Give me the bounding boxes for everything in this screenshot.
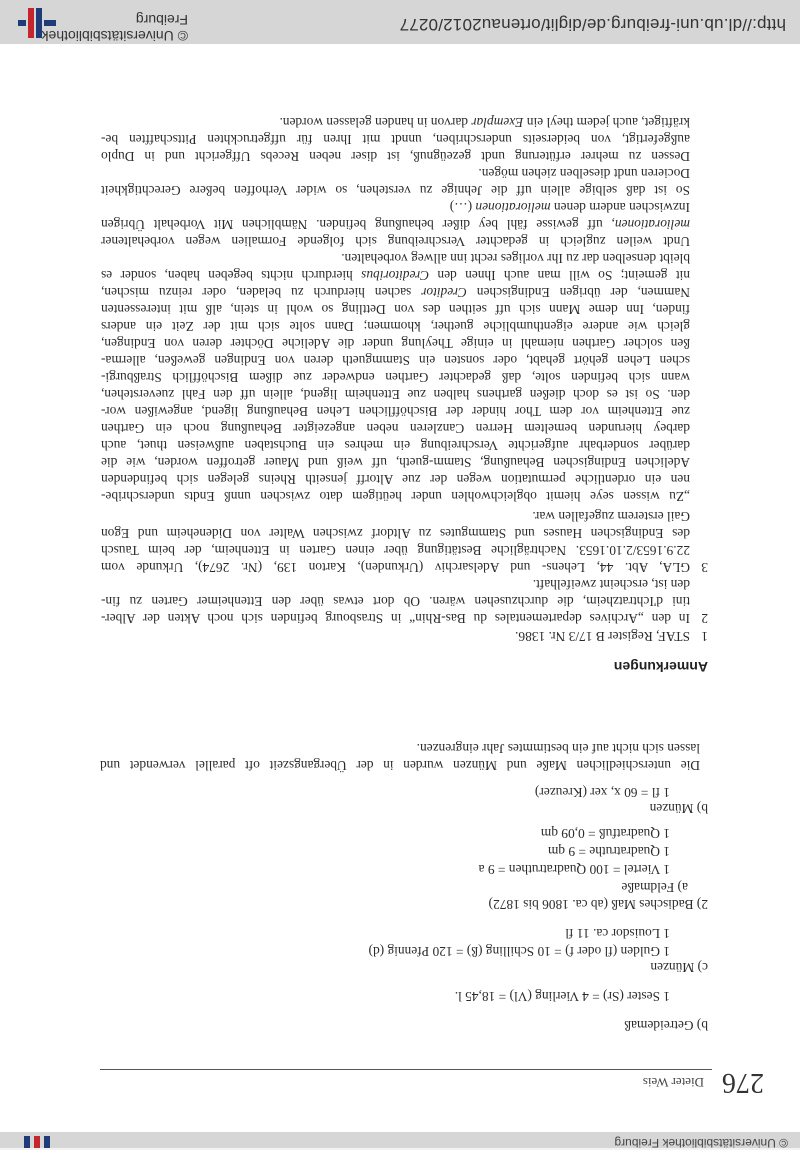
page-number: 276 — [722, 1067, 764, 1098]
quote-line: So ist daß selbige allein uff die Jehnige zu verstehen, so wider Verhoffen beßere Gerechtigkheit — [101, 183, 690, 198]
quote-line: zue Ettenheim vor dem Thor hinder der Bischöfflichen Lehen Behaußung ligend, angewißen wor- — [101, 404, 690, 419]
quote-line: ßen solcher Garthen niemahl in einige Theylung under die Adeliche Döchter deren von Endingen, — [101, 336, 690, 351]
copyright-top: © Universitätsbibliothek Freiburg — [614, 1136, 788, 1150]
footnote-text: In den „Archives departementales du Bas-Rhin“ in Strasbourg befinden sich noch Akten der Alber- — [101, 611, 690, 626]
measure-heading: b) Getreidemaß — [624, 1018, 708, 1033]
quote-line — [450, 199, 690, 216]
footnote-text: des Endingischen Hauses und Stammgutes zu Altdorf zwischen Walter von Dideneheim und Egon — [101, 526, 690, 541]
quote-text: Inzwischen andern denen — [550, 200, 690, 215]
quote-line — [101, 216, 690, 233]
measure-line: 1 Sester (Sr) = 4 Vierling (Vl) = 18,45 l. — [454, 989, 670, 1004]
viewer-top-band — [0, 1132, 800, 1148]
university-logo-icon — [20, 8, 56, 38]
footnote-number: 3 — [701, 560, 708, 575]
copyright-notice: © Universitätsbibliothek Freiburg — [41, 12, 188, 44]
measure-line: 1 Viertel = 100 Quadratruthen = 9 a — [478, 862, 670, 877]
measure-line: 1 fl = 60 x, xer (Kreuzer) — [534, 785, 670, 800]
quote-italic: Creditor — [421, 285, 467, 300]
quote-italic: Exemplar — [471, 115, 524, 130]
quote-text: kräftiget, auch jedem theyl ein — [523, 115, 690, 130]
measure-heading: c) Münzen — [650, 960, 708, 975]
measure-note: lassen sich nicht auf ein bestimmtes Jahr eingrenzen. — [416, 741, 700, 756]
quote-line: bleibt denselben dar zu Ihr vorliges recht inn allweg vorbehalten. — [341, 251, 690, 266]
quote-text: nit gemeint; So will man auch Ihnen den — [429, 268, 690, 283]
footnote-number: 1 — [701, 629, 708, 644]
quote-line: darüber sonderbahr aufgerichte Verschreibung ein mehres ein Buchstaben außweisen thuet, auch — [101, 438, 690, 453]
footnote-text: 22.9.1653/2.10.1653. Nachträgliche Bestätigung über einen Garten in Ettenheim, der beim Tausch — [101, 543, 690, 558]
measure-line: 1 Gulden (fl oder f) = 10 Schilling (ß) = 120 Pfennig (d) — [368, 944, 670, 959]
quote-line — [101, 284, 690, 301]
quote-text: , uff gewisse fähl bey dißer behaußung befinden. Nämblichen Mit Vorbehalt Übrigen — [101, 217, 615, 232]
measure-heading: a) Feldmaße — [621, 880, 688, 895]
quote-italic: Creditoribus — [361, 268, 430, 283]
author-name: Dieter Weis — [642, 1075, 704, 1090]
footnote-text: STAF, Register B 17/3 Nr. 1386. — [515, 629, 690, 644]
quote-italic: meliorationen — [614, 217, 690, 232]
quote-line: „Zu wissen seye hiemit obgleichwohlen under heütigem dato zwischen unnß Endts underschribe- — [101, 489, 690, 504]
quote-line: darbey hierunden bemeltem Herren Canzleren neben angezeigter Behaußung noch ein Garthen — [101, 421, 690, 436]
quote-text: (…) — [449, 200, 476, 215]
quote-line: schen Lehen gehört gehabt, oder sonsten ein Stammgueth deren von Endingen geweßen, allerma- — [101, 353, 690, 368]
running-head — [104, 1058, 764, 1098]
measure-heading: b) Münzen — [649, 801, 708, 816]
quote-line: den. So ist es doch dießen garthens halben zue Ettenheim ligend, allein uff den Fahl zueverstehen, — [101, 387, 690, 402]
quote-text: darvon in handen gelassen worden. — [279, 115, 472, 130]
quote-italic: meliorationen — [475, 200, 551, 215]
quote-line: Docieren undt dieselben ziehen mögen. — [478, 166, 690, 181]
quote-line: gleich wie andere eigenthumbliche guether, khommen; Dann solte sich mit der Zeit ein anders — [101, 319, 690, 334]
quote-line: außgefertigt, von beiderseits underschriben, unndt mit Ihren für uffgetruckhten Pittschafften be- — [101, 132, 690, 147]
footnote-number: 2 — [701, 611, 708, 626]
viewer-bottom-band — [0, 0, 800, 44]
footnote-text: GLA, Abt. 44, Lehens- und Adelsarchiv (Urkunden), Karton 139, (Nr. 2674), Urkunde vom — [101, 560, 690, 575]
measure-line: 1 Quadratruthe = 9 qm — [547, 844, 670, 859]
quote-line — [101, 267, 690, 284]
quote-line: finden, Inn deme Mann sich uff seithen des von Dettling so wohl in stein, alß mit interessenten — [101, 302, 690, 317]
header-rule — [100, 1069, 712, 1070]
quote-text: hierdurch nichts begeben haben, sonder es — [101, 268, 362, 283]
quote-text: sachen hierdurch zu beladen, oder reinzu mischen, — [101, 285, 422, 300]
quote-line: Adelichen Endingischen Behaußung, Stamm-gueth, uff weiß und Mauer getroffen worden, wie die — [101, 455, 690, 470]
quote-line: nen ein ordentliche permutation wegen der zue Altorff jenseith Rheins gelegen sich befindenden — [101, 472, 690, 487]
measure-line: 1 Louisdor ca. 11 fl — [565, 926, 670, 941]
university-logo-icon — [18, 1136, 54, 1148]
footnote-text: den ist, erscheint zweifelhaft. — [532, 577, 690, 592]
measure-line: 1 Quadratfuß = 0,09 qm — [540, 826, 670, 841]
source-url-link[interactable]: http://dl.ub.uni-freiburg.de/diglit/ortenau2012/0277 — [399, 15, 786, 34]
quote-line: Undt weilen zugleich in gedachter Verschreibung sich folgende Formalien wegen vorbehaltener — [101, 234, 690, 249]
quote-line — [279, 114, 690, 131]
footnote-text: Gail ersterem zugefallen war. — [532, 509, 690, 524]
measure-note: Die unterschiedlichen Maße und Münzen wurden in der Übergangszeit oft parallel verwendet und — [100, 758, 700, 773]
notes-heading: Anmerkungen — [613, 659, 708, 675]
footnote-text: tini d'Ichtratzheim, die durchzusehen wären. Ob dort etwas über den Ettenheimer Garten zu fin- — [101, 594, 690, 609]
quote-line: Dessen zu mehrer erfüterung undt gezeügnuß, ist diser neben Recebs Uffgericht und in Duplo — [101, 149, 690, 164]
quote-text: Nammen, der übrigen Endingischen — [466, 285, 690, 300]
quote-line: wann sich befinden solte, daß gedachter Garthen endweder zue dißem Bischöfflich Straßburgi- — [101, 370, 690, 385]
measure-section-title: 2) Badisches Maß (ab ca. 1806 bis 1872) — [488, 897, 708, 912]
